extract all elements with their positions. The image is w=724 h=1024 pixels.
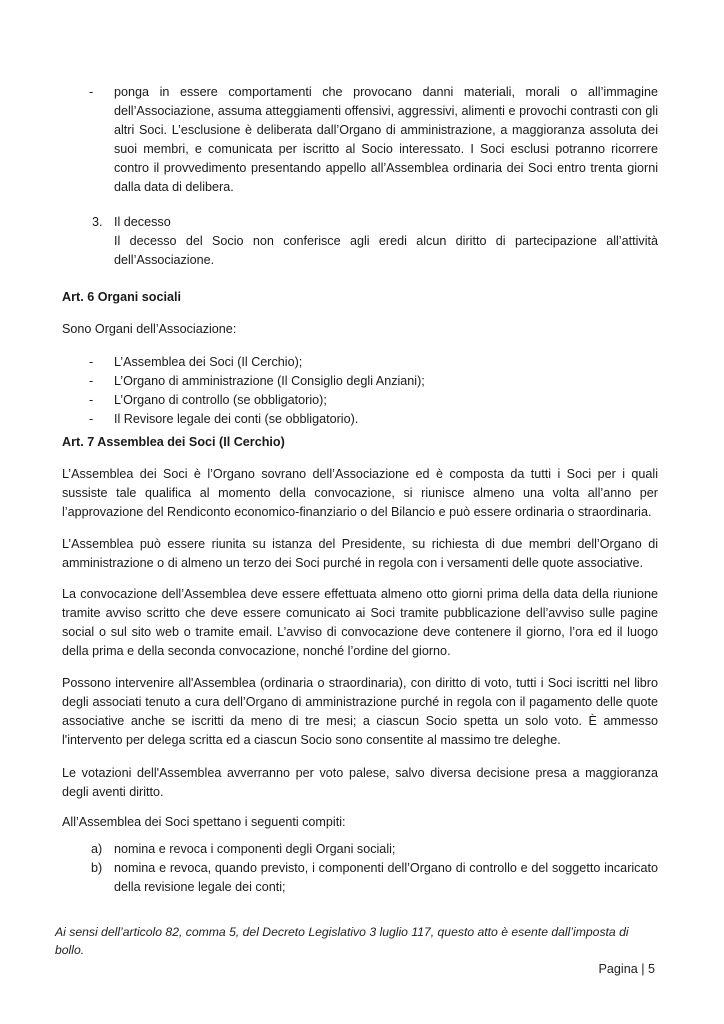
organ-item: L’Organo di controllo (se obbligatorio); [114, 393, 327, 407]
list-item: - Il Revisore legale dei conti (se obbligatorio). [62, 410, 658, 429]
page-number: Pagina | 5 [598, 962, 655, 976]
task-text: nomina e revoca, quando previsto, i componenti dell’Organo di controllo e del soggetto incaricato della revisione legale dei conti; [114, 861, 658, 894]
organs-list [62, 353, 658, 429]
organ-item: L’Organo di amministrazione (Il Consiglio degli Anziani); [114, 374, 425, 388]
list-item: - L’Organo di controllo (se obbligatorio); [62, 391, 658, 410]
list-number: 3. [92, 215, 103, 229]
list-item: - L’Assemblea dei Soci (Il Cerchio); [62, 353, 658, 372]
art7-heading: Art. 7 Assemblea dei Soci (Il Cerchio) [62, 435, 285, 449]
art6-intro: Sono Organi dell’Associazione: [62, 322, 237, 336]
art7-paragraph-2-wrap [62, 535, 658, 573]
list-item: - L’Organo di amministrazione (Il Consiglio degli Anziani); [62, 372, 658, 391]
art7-paragraph: L’Assemblea può essere riunita su istanza del Presidente, su richiesta di due membri dell’Organo di amministrazione o di almeno un terzo dei Soci purché in regola con i versamenti delle quote associative. [62, 537, 658, 570]
organ-item: Il Revisore legale dei conti (se obbligatorio). [114, 412, 359, 426]
tasks-list [62, 840, 658, 897]
numbered-item-title: Il decesso [114, 215, 171, 229]
art7-paragraph-5-wrap [62, 764, 658, 802]
art7-paragraph-3-wrap [62, 585, 658, 661]
art7-paragraph-1-wrap [62, 465, 658, 522]
art6-heading-wrap [62, 288, 658, 307]
art7-paragraph: All’Assemblea dei Soci spettano i seguenti compiti: [62, 815, 346, 829]
task-marker: b) [91, 861, 103, 875]
art7-paragraph: La convocazione dell’Assemblea deve essere effettuata almeno otto giorni prima della data della riunione tramite avviso scritto che deve essere comunicato ai Soci tramite pubblicazione dell’avviso sulle pagine social o sul sito web o tramite email. L’avviso di convocazione deve contenere il giorno, l’ora ed il luogo della prima e della seconda convocazione, nonché l’ordine del giorno. [62, 587, 658, 658]
footnote: Ai sensi dell’articolo 82, comma 5, del Decreto Legislativo 3 luglio 117, questo atto è esente dall’imposta di bollo. [55, 925, 629, 957]
art6-intro-wrap [62, 320, 658, 339]
exclusion-list-item [62, 83, 658, 197]
list-bullet: - [89, 85, 94, 99]
numbered-item-text: Il decesso del Socio non conferisce agli eredi alcun diritto di partecipazione all’attività dell’Associazione. [114, 234, 658, 267]
art6-heading: Art. 6 Organi sociali [62, 290, 181, 304]
art7-paragraph-4-wrap [62, 674, 658, 750]
task-marker: a) [91, 842, 103, 856]
art7-paragraph-6-wrap [62, 813, 658, 832]
task-text: nomina e revoca i componenti degli Organi sociali; [114, 842, 396, 856]
organ-item: L’Assemblea dei Soci (Il Cerchio); [114, 355, 303, 369]
list-item-text: ponga in essere comportamenti che provocano danni materiali, morali o all’immagine dell’Associazione, assuma atteggiamenti offensivi, aggressivi, alimenti e provochi contrasti con gli altri Soci. L’esclusione è deliberata dall’Organo di amministrazione, a maggioranza assoluta dei suoi membri, e comunicata per iscritto al Socio interessato. I Soci esclusi potranno ricorrere contro il provvedimento presentando appello all’Assemblea ordinaria dei Soci entro trenta giorni dalla data di delibera. [114, 85, 658, 194]
art7-paragraph: Possono intervenire all'Assemblea (ordinaria o straordinaria), con diritto di voto, tutti i Soci iscritti nel libro degli associati tenuto a cura dell’Organo di amministrazione purché in regola con il pagamento delle quote associative anche se iscritti da meno di tre mesi; a ciascun Socio spetta un solo voto. È ammesso l'intervento per delega scritta ed a ciascun Socio sono consentite al massimo tre deleghe. [62, 676, 658, 747]
list-item [62, 840, 658, 859]
art7-heading-wrap [62, 433, 658, 452]
art7-paragraph: Le votazioni dell'Assemblea avverranno per voto palese, salvo diversa decisione presa a maggioranza degli aventi diritto. [62, 766, 658, 799]
art7-paragraph: L’Assemblea dei Soci è l’Organo sovrano dell’Associazione ed è composta da tutti i Soci per i quali sussiste tale qualifica al momento della convocazione, si riunisce almeno una volta all’anno per l’approvazione del Rendiconto economico-finanziario o del Bilancio e può essere ordinaria o straordinaria. [62, 467, 658, 519]
numbered-item-3 [62, 213, 658, 270]
list-item [62, 859, 658, 897]
